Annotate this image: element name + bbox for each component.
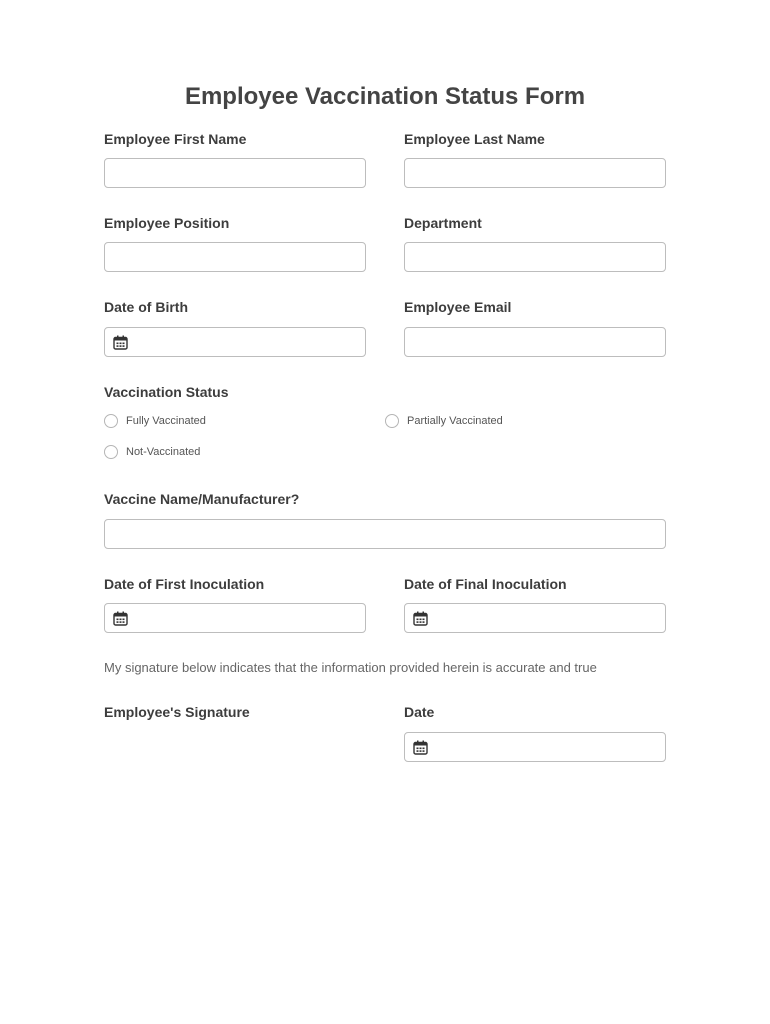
calendar-icon[interactable] [113, 335, 128, 350]
dob-field[interactable] [104, 327, 366, 357]
vaccine-name-label: Vaccine Name/Manufacturer? [104, 491, 300, 507]
calendar-icon[interactable] [413, 740, 428, 755]
radio-fully-vaccinated[interactable] [104, 414, 206, 428]
calendar-icon[interactable] [413, 611, 428, 626]
page-title: Employee Vaccination Status Form [184, 83, 586, 110]
dob-label: Date of Birth [104, 299, 188, 315]
last-name-field[interactable] [404, 158, 666, 188]
radio-label: Not-Vaccinated [126, 446, 201, 458]
position-field[interactable] [104, 242, 366, 272]
department-field[interactable] [404, 242, 666, 272]
radio-label: Fully Vaccinated [126, 415, 206, 427]
first-inoculation-label: Date of First Inoculation [104, 576, 265, 592]
calendar-icon[interactable] [113, 611, 128, 626]
last-name-label: Employee Last Name [404, 131, 545, 147]
first-name-label: Employee First Name [104, 131, 247, 147]
first-inoculation-field[interactable] [104, 603, 366, 633]
signature-note: My signature below indicates that the information provided herein is accurate and true [104, 660, 597, 675]
position-label: Employee Position [104, 215, 230, 231]
radio-button[interactable] [385, 414, 399, 428]
vaccine-name-field[interactable] [104, 519, 666, 549]
date-label: Date [404, 704, 435, 720]
department-label: Department [404, 215, 482, 231]
final-inoculation-field[interactable] [404, 603, 666, 633]
radio-label: Partially Vaccinated [407, 415, 503, 427]
final-inoculation-label: Date of Final Inoculation [404, 576, 567, 592]
vaccination-status-label: Vaccination Status [104, 384, 229, 400]
radio-partially-vaccinated[interactable] [385, 414, 503, 428]
email-field[interactable] [404, 327, 666, 357]
email-label: Employee Email [404, 299, 512, 315]
signature-label: Employee's Signature [104, 704, 250, 720]
date-field[interactable] [404, 732, 666, 762]
radio-button[interactable] [104, 414, 118, 428]
radio-not-vaccinated[interactable] [104, 445, 200, 459]
radio-button[interactable] [104, 445, 118, 459]
first-name-field[interactable] [104, 158, 366, 188]
